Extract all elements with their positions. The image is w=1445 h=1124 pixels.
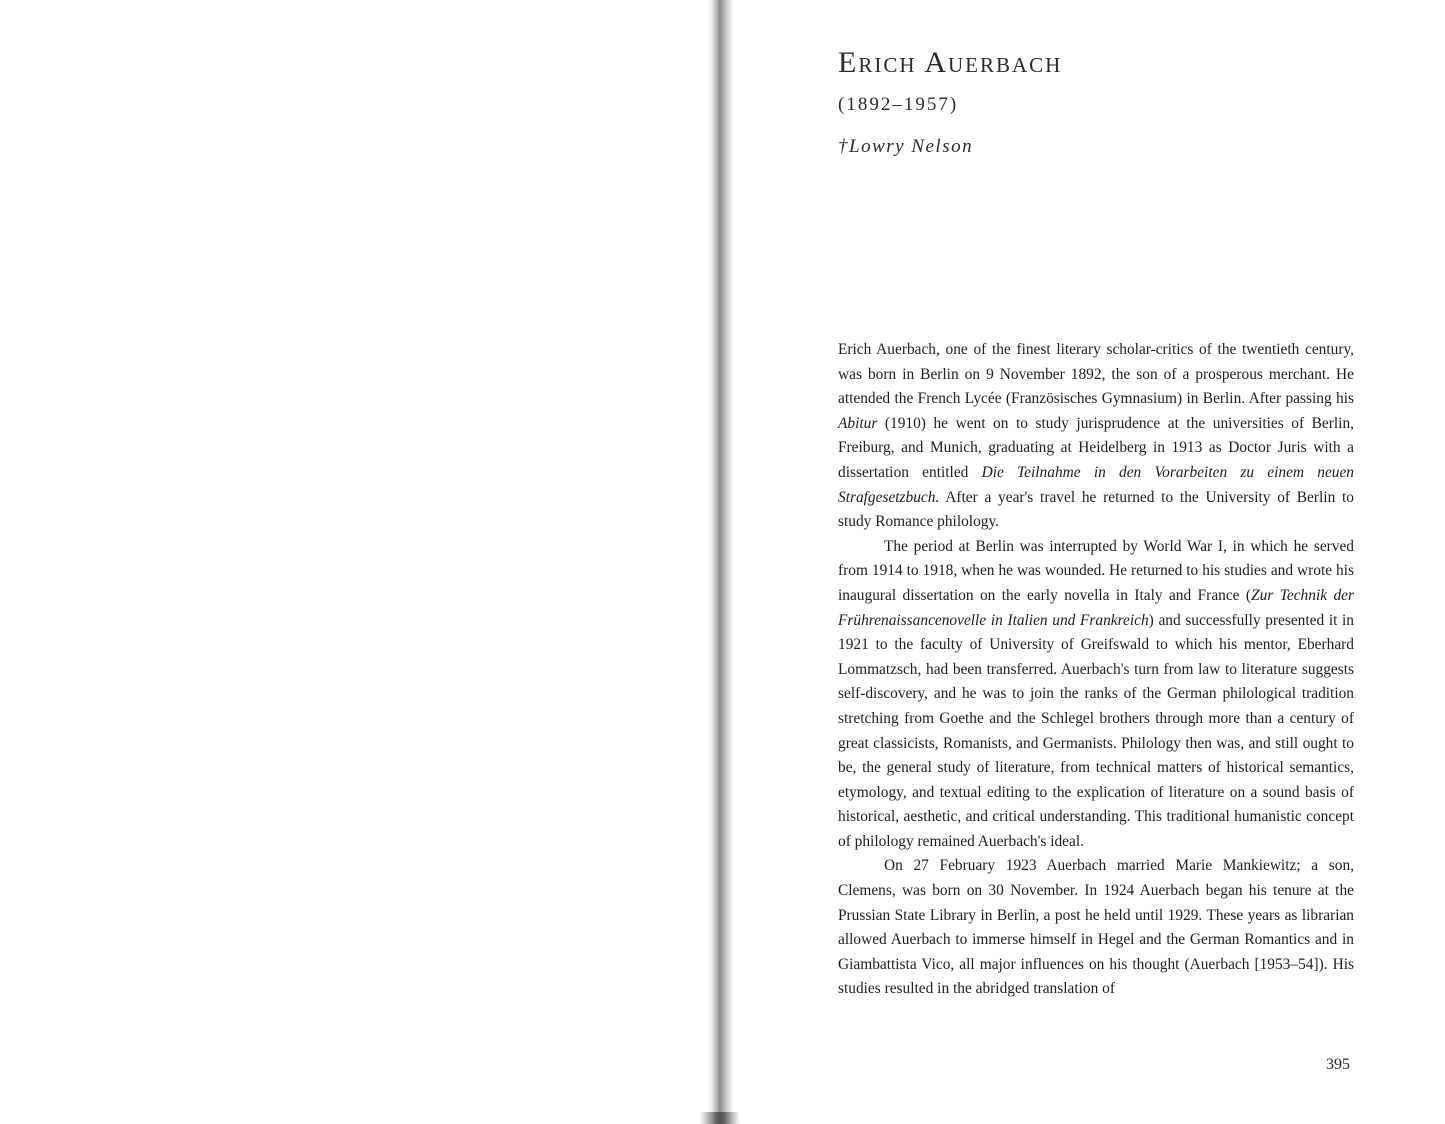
text-run: On 27 February 1923 Auerbach married Marie Mankiewitz; a son, Clemens, was born on 30 November. In 1924 Auerbach began his tenure at the Prussian State Library in Berlin, a post he held until 1929. These years as librarian allowed Auerbach to immerse himself in Hegel and the German Romantics and in Giambattista Vico, all major influences on his thought (Auerbach [1953–54]). His studies resulted in the abridged translation of [838,857,1354,998]
chapter-title: Erich Auerbach [838,46,1063,79]
body-text [838,338,1354,1002]
text-run: After a year's travel he returned to the University of Berlin to study Romance philology. [838,488,1354,531]
left-page-blank [0,0,706,1124]
text-run: (1910) he went on to study jurisprudence at the universities of Berlin, Freiburg, and Munich, graduating at Heidelberg in 1913 as Doctor Juris with a dissertation entitled [838,414,1354,481]
text-run: Erich Auerbach, one of the finest literary scholar-critics of the twentieth century, was born in Berlin on 9 November 1892, the son of a prosperous merchant. He attended the French Lycée (Französisches Gymnasium) in Berlin. After passing his [838,341,1354,408]
text-run: The period at Berlin was interrupted by World War I, in which he served from 1914 to 1918, when he was wounded. He returned to his studies and wrote his inaugural dissertation on the early novella in Italy and France ( [838,537,1354,604]
right-page [734,0,1445,1124]
chapter-author: †Lowry Nelson [838,136,974,157]
italic-title: Die Teilnahme in den Vorarbeiten zu einem neuen Strafgesetzbuch. [838,463,1354,506]
italic-title: Zur Technik der Frührenaissancenovelle in Italien und Frankreich [838,586,1354,629]
chapter-dates: (1892–1957) [838,94,959,115]
book-gutter [706,0,734,1124]
page-number: 395 [1326,1056,1350,1073]
paragraph-1 [838,338,1354,535]
text-run: ) and successfully presented it in 1921 to the faculty of University of Greifswald to which his mentor, Eberhard Lommatzsch, had been transferred. Auerbach's turn from law to literature suggests self-discovery, and he was to join the ranks of the German philological tradition stretching from Goethe and the Schlegel brothers through more than a century of great classicists, Romanists, and Germanists. Philology then was, and still ought to be, the general study of literature, from technical matters of historical semantics, etymology, and textual editing to the explication of literature on a sound basis of historical, aesthetic, and critical understanding. This traditional humanistic concept of philology remained Auerbach's ideal. [838,611,1354,850]
italic-title: Abitur [838,414,878,432]
paragraph-3 [838,854,1354,1002]
paragraph-2 [838,535,1354,855]
